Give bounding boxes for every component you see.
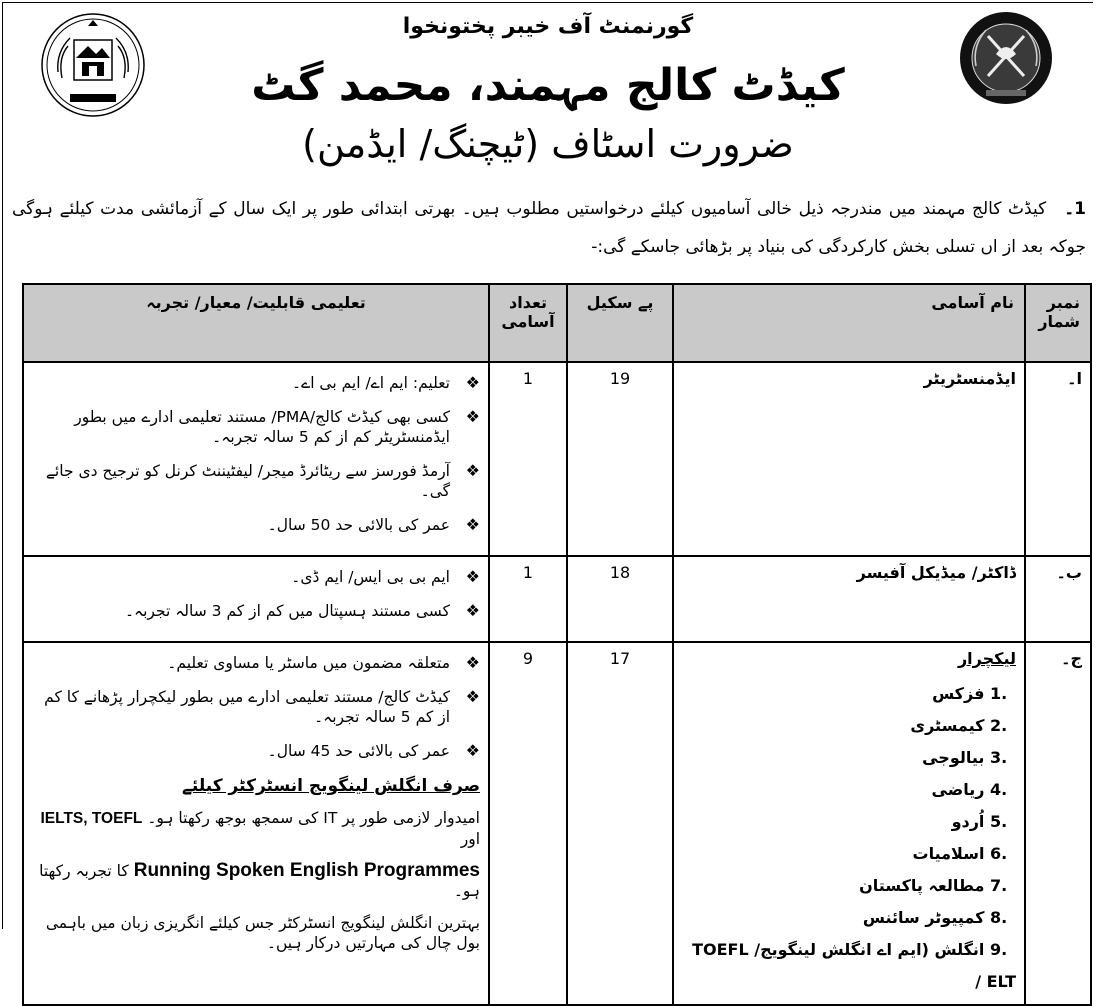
bullet-icon: ❖: [465, 461, 480, 480]
row-serial: ج۔: [1025, 642, 1091, 1005]
bullet-icon: ❖: [465, 653, 480, 672]
college-name: کیڈٹ کالج مہمند، محمد گٹ: [251, 60, 845, 111]
row-qualifications: [23, 642, 489, 1005]
bullet-icon: ❖: [465, 515, 480, 534]
qualification-item: ❖ کسی مستند ہسپتال میں کم از کم 3 سالہ تجربہ۔: [124, 601, 480, 620]
header-scale: پے سکیل: [567, 284, 673, 362]
ad-title: ضرورت اسٹاف (ٹیچنگ/ ایڈمن): [302, 122, 794, 166]
bullet-icon: ❖: [465, 687, 480, 706]
table-row: [23, 556, 1091, 642]
subject-list: [682, 678, 1016, 998]
subject-item: 6. اسلامیات: [912, 844, 1008, 863]
intro-paragraph: [12, 190, 1086, 266]
qualification-item: ❖ کیڈٹ کالج/ مستند تعلیمی ادارے میں بطور لیکچرار پڑھانے کا کم از کم 5 سالہ تجربہ۔: [44, 687, 480, 726]
qualification-item: ❖ تعلیم: ایم اے/ ایم بی اے۔: [292, 373, 480, 392]
header-post: نام آسامی: [673, 284, 1025, 362]
english-programmes: Running Spoken English Programmes: [133, 860, 480, 881]
row-scale: 19: [567, 362, 673, 556]
intro-number: 1۔: [1064, 199, 1086, 219]
qualification-item: ❖ آرمڈ فورسز سے ریٹائرڈ میجر/ لیفٹیننٹ کرنل کو ترجیح دی جائے گی۔: [45, 461, 480, 500]
subject-item: 9. انگلش (ایم اے انگلش لینگویج/ TOEFL / ELT: [692, 940, 1016, 991]
header-qualification: تعلیمی قابلیت/ معیار/ تجربہ: [23, 284, 489, 362]
row-scale: 18: [567, 556, 673, 642]
english-requirement-1: امیدوار لازمی طور پر IT کی سمجھ بوجھ رکھتا ہو۔ IELTS, TOEFL اور: [40, 809, 480, 848]
row-post: [673, 642, 1025, 1005]
qualification-item: ❖ متعلقہ مضمون میں ماسٹر یا مساوی تعلیم۔: [167, 653, 480, 672]
bullet-icon: ❖: [465, 373, 480, 392]
subject-item: 8. کمپیوٹر سائنس: [862, 908, 1008, 927]
bullet-icon: ❖: [465, 601, 480, 620]
table-header-row: [23, 284, 1091, 362]
english-requirement-2: Running Spoken English Programmes کا تجربہ رکھتا ہو۔: [39, 860, 480, 900]
header-serial: نمبر شمار: [1025, 284, 1091, 362]
bullet-icon: ❖: [465, 741, 480, 760]
qualification-item: ❖ عمر کی بالائی حد 45 سال۔: [267, 741, 480, 760]
row-count: 1: [489, 556, 567, 642]
row-post: ایڈمنسٹریٹر: [673, 362, 1025, 556]
row-scale: 17: [567, 642, 673, 1005]
subject-item: 1. فزکس: [932, 684, 1008, 703]
subject-item: 3. بیالوجی: [922, 748, 1008, 767]
row-post: ڈاکٹر/ میڈیکل آفیسر: [673, 556, 1025, 642]
english-tests: IELTS, TOEFL: [40, 810, 143, 827]
table-row: [23, 642, 1091, 1005]
qualification-item: ❖ ایم بی بی ایس/ ایم ڈی۔: [291, 567, 480, 586]
row-count: 1: [489, 362, 567, 556]
subject-item: 4. ریاضی: [931, 780, 1008, 799]
government-line: گورنمنٹ آف خیبر پختونخوا: [402, 14, 694, 39]
row-serial: ا۔: [1025, 362, 1091, 556]
english-requirement-3: بہترین انگلش لینگویج انسٹرکٹر جس کیلئے انگریزی زبان میں باہمی بول چال کی مہارتیں درکار ہیں۔: [45, 914, 480, 952]
vacancies-table: [22, 283, 1092, 1006]
row-serial: ب۔: [1025, 556, 1091, 642]
header-count: تعداد آسامی: [489, 284, 567, 362]
subject-item: 5. اُردو: [951, 812, 1008, 831]
qualification-item: ❖ کسی بھی کیڈٹ کالج/PMA/ مستند تعلیمی ادارے میں بطور ایڈمنسٹریٹر کم از کم 5 سالہ تجربہ۔: [74, 407, 480, 446]
subject-item: 7. مطالعہ پاکستان: [859, 876, 1008, 895]
row-qualifications: [23, 362, 489, 556]
post-lecturer: لیکچرار: [957, 649, 1016, 668]
row-qualifications: [23, 556, 489, 642]
qualification-item: ❖ عمر کی بالائی حد 50 سال۔: [267, 515, 480, 534]
bullet-icon: ❖: [465, 567, 480, 586]
table-row: [23, 362, 1091, 556]
english-instructor-heading: صرف انگلش لینگویج انسٹرکٹر کیلئے: [181, 776, 480, 796]
subject-item: 2. کیمسٹری: [910, 716, 1008, 735]
row-count: 9: [489, 642, 567, 1005]
intro-text: کیڈٹ کالج مہمند میں مندرجہ ذیل خالی آسامیوں کیلئے درخواستیں مطلوب ہیں۔ بھرتی ابتدائی طور پر ایک سال کے آزمائشی مدت کیلئے ہوگی جوکہ بعد از اں تسلی بخش کارکردگی کی بنیاد پر بڑھائی جاسکے گی:-: [12, 199, 1086, 257]
bullet-icon: ❖: [465, 407, 480, 426]
